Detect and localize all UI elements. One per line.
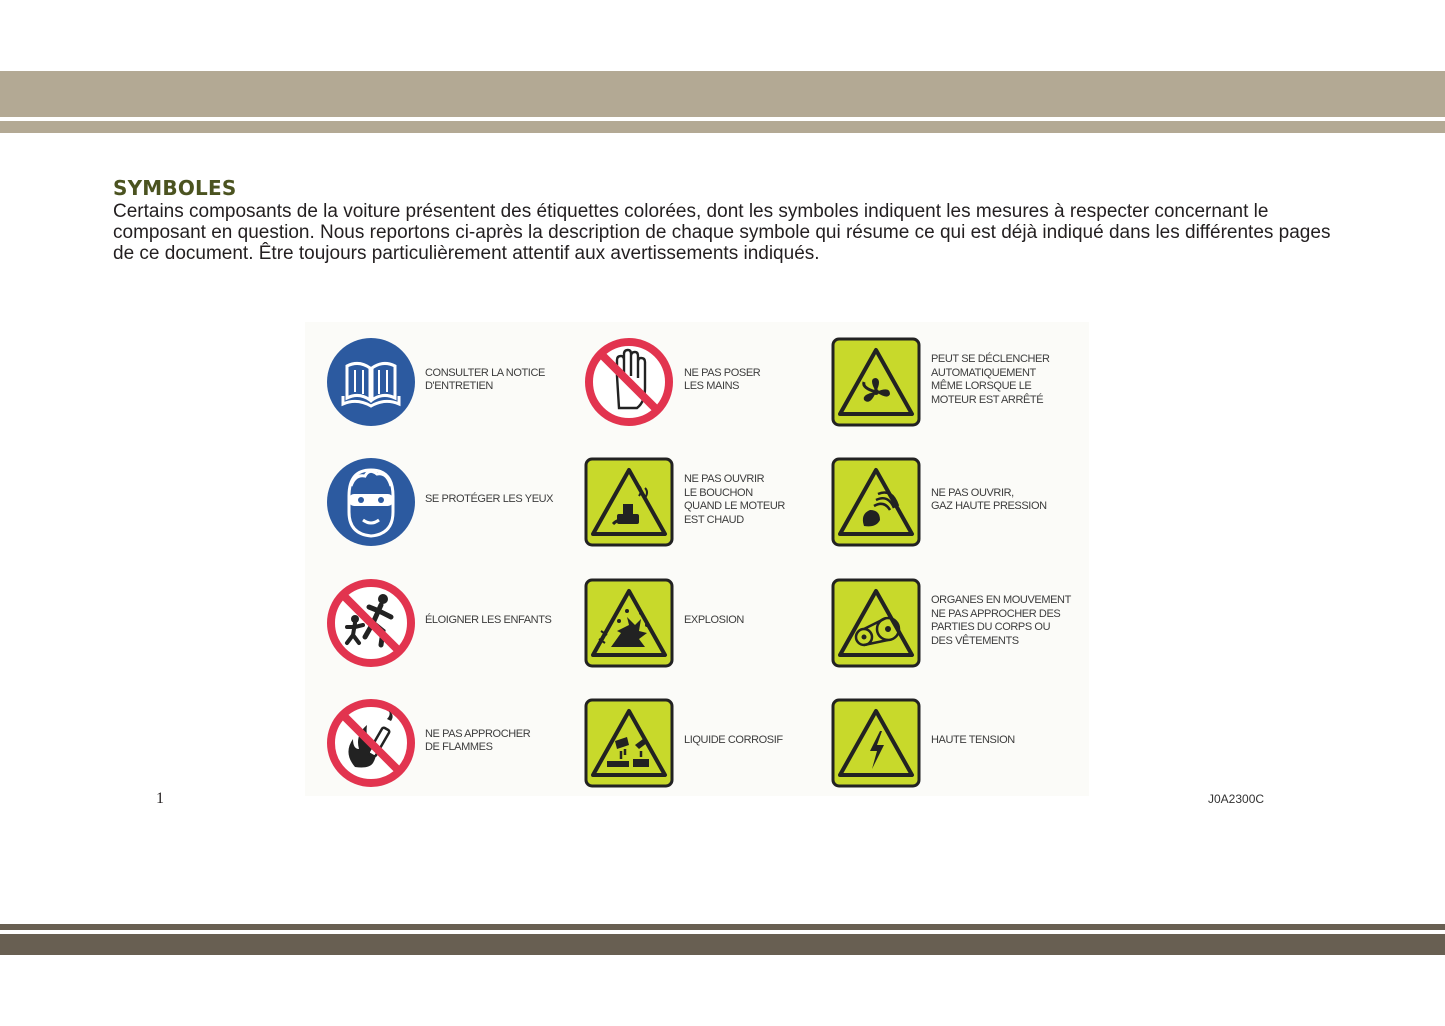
read-manual-icon — [325, 336, 417, 428]
eye-protection-icon — [325, 456, 417, 548]
symbol-high-pressure — [830, 450, 1080, 550]
footer-band — [0, 934, 1445, 955]
explosion-warning-icon — [583, 577, 675, 669]
header-band-stripe — [0, 121, 1445, 133]
moving-parts-warning-icon — [830, 577, 922, 669]
hot-cap-warning-icon — [583, 456, 675, 548]
symbol-label: NE PAS POSER LES MAINS — [684, 366, 761, 392]
figure-code: J0A2300C — [1208, 792, 1265, 806]
section-intro: Certains composants de la voiture présentent des étiquettes colorées, dont les symboles indiquent les mesures à respecter concernant le composant en question. Nous reportons ci-après la description de chaque symbole qui résume ce qui est déjà indiqué dans les différentes pages de ce document. Être toujours particulièrement attentif aux avertissements indiqués. — [113, 201, 1331, 264]
symbol-read-manual — [325, 330, 575, 430]
symbol-eye-protection — [325, 450, 575, 550]
symbol-corrosive-liquid — [583, 691, 833, 791]
symbol-label: LIQUIDE CORROSIF — [684, 734, 783, 747]
symbol-high-voltage — [830, 691, 1080, 791]
symbol-hot-cap — [583, 450, 833, 550]
symbol-fan-warning — [830, 330, 1080, 430]
section-title: SYMBOLES — [113, 176, 237, 200]
keep-children-away-icon — [325, 577, 417, 669]
symbol-label: CONSULTER LA NOTICE D'ENTRETIEN — [425, 366, 545, 392]
symbol-explosion — [583, 571, 833, 671]
high-voltage-warning-icon — [830, 697, 922, 789]
footer-band-stripe — [0, 924, 1445, 930]
header-band — [0, 71, 1445, 117]
symbol-label: HAUTE TENSION — [931, 734, 1015, 747]
symbol-label: NE PAS OUVRIR LE BOUCHON QUAND LE MOTEUR EST CHAUD — [684, 473, 785, 526]
symbol-keep-children-away — [325, 571, 575, 671]
symbol-label: NE PAS APPROCHER DE FLAMMES — [425, 727, 531, 753]
corrosive-liquid-warning-icon — [583, 697, 675, 789]
symbol-moving-parts — [830, 571, 1080, 671]
symbol-label: NE PAS OUVRIR, GAZ HAUTE PRESSION — [931, 486, 1047, 512]
symbol-label: ÉLOIGNER LES ENFANTS — [425, 614, 552, 627]
page-number: 1 — [156, 790, 164, 807]
symbol-no-hands — [583, 330, 833, 430]
no-flames-icon — [325, 697, 417, 789]
symbol-label: PEUT SE DÉCLENCHER AUTOMATIQUEMENT MÊME LORSQUE LE MOTEUR EST ARRÊTÉ — [931, 353, 1050, 406]
symbol-no-flames — [325, 691, 575, 791]
no-hands-icon — [583, 336, 675, 428]
symbol-label: ORGANES EN MOUVEMENT NE PAS APPROCHER DES PARTIES DU CORPS OU DES VÊTEMENTS — [931, 594, 1071, 647]
high-pressure-warning-icon — [830, 456, 922, 548]
symbol-label: EXPLOSION — [684, 614, 744, 627]
symbol-label: SE PROTÉGER LES YEUX — [425, 493, 554, 506]
symbols-figure — [305, 322, 1089, 796]
fan-warning-icon — [830, 336, 922, 428]
